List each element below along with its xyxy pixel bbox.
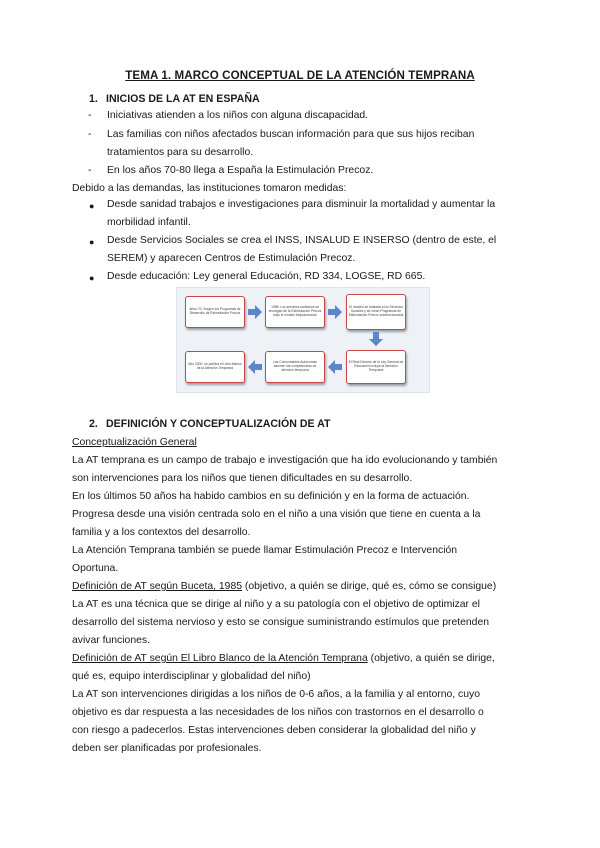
diagram-box: Años 70: Surgen los Programas de Desarrollo de Estimulación Precoz <box>185 296 245 328</box>
bullet-icon: ● <box>89 273 95 283</box>
paragraph-line: Progresa desde una visión centrada solo en el niño a una visión que tiene en cuenta a la <box>72 509 481 520</box>
dash-item: Iniciativas atienden a los niños con alguna discapacidad. <box>107 110 369 121</box>
definition-1-line: La AT es una técnica que se dirige al niño y a su patología con el objetivo de optimizar el <box>72 599 480 610</box>
intro-paragraph: Debido a las demandas, las instituciones tomaron medidas: <box>72 183 347 194</box>
bullet-item-continuation: morbilidad infantil. <box>107 217 191 228</box>
dash-marker: - <box>88 129 92 140</box>
arrow-right-icon <box>328 305 342 319</box>
paragraph-line: familia y a los contextos del desarrollo. <box>72 527 251 538</box>
dash-item-continuation: tratamientos para su desarrollo. <box>107 147 254 158</box>
paragraph-line: son intervenciones para los niños que tienen dificultades en su desarrollo. <box>72 473 413 484</box>
diagram-box: Las Comunidades Autónomas asumen las competencias de atención temprana <box>265 351 325 383</box>
diagram-box: Año 2000: se publica el Libro Blanco de la Atención Temprana <box>185 351 245 383</box>
definition-2-criteria-continuation: qué es, equipo interdisciplinar y globalidad del niño) <box>72 671 311 682</box>
definition-2-heading <box>72 652 495 665</box>
paragraph-line: La AT temprana es un campo de trabajo e investigación que ha ido evolucionando y también <box>72 455 498 466</box>
definition-2-line: La AT son intervenciones dirigidas a los niños de 0-6 años, a la familia y al entorno, cuyo <box>72 689 480 700</box>
paragraph-line: En los últimos 50 años ha habido cambios en su definición y en la forma de actuación. <box>72 491 470 502</box>
dash-marker: - <box>88 110 92 121</box>
paragraph-line: La Atención Temprana también se puede llamar Estimulación Precoz e Intervención <box>72 545 458 556</box>
definition-2-line: deben ser planificadas por profesionales. <box>72 743 262 754</box>
bullet-icon: ● <box>89 237 95 247</box>
diagram-box: El Real Decreto de la Ley General de Educación incluye la Atención Temprana <box>346 350 406 384</box>
section-2-title: DEFINICIÓN Y CONCEPTUALIZACIÓN DE AT <box>106 418 331 430</box>
definition-2-line: con riesgo a padecerlos. Estas intervenciones deben considerar la globalidad del niño y <box>72 725 476 736</box>
bullet-item: Desde sanidad trabajos e investigaciones para disminuir la mortalidad y aumentar la <box>107 199 496 210</box>
diagram-box: 1985: Los servicios sanitarios se encargan de la Estimulación Precoz bajo el modelo biopsicosocial <box>265 296 325 328</box>
section-1-number: 1. <box>89 93 98 105</box>
arrow-down-icon <box>369 332 383 346</box>
bullet-item: Desde Servicios Sociales se crea el INSS, INSALUD E INSERSO (dentro de este, el <box>107 235 497 246</box>
bullet-item-continuation: SEREM) y aparecen Centros de Estimulación Precoz. <box>107 253 356 264</box>
timeline-diagram <box>176 287 430 393</box>
arrow-right-icon <box>248 305 262 319</box>
dash-item: Las familias con niños afectados buscan información para que sus hijos reciban <box>107 129 475 140</box>
dash-marker: - <box>88 165 92 176</box>
definition-1-source: Definición de AT según Buceta, 1985 <box>72 581 243 592</box>
definition-2-source: Definición de AT según El Libro Blanco de la Atención Temprana <box>72 653 368 664</box>
bullet-icon: ● <box>89 201 95 211</box>
section-1-title: INICIOS DE LA AT EN ESPAÑA <box>106 93 260 105</box>
paragraph-line: Oportuna. <box>72 563 119 574</box>
definition-1-line: desarrollo del sistema nervioso y esto se consigue suministrando estímulos que pretenden <box>72 617 490 628</box>
definition-1-heading <box>72 580 496 593</box>
section-2-heading <box>89 418 330 430</box>
arrow-left-icon <box>328 360 342 374</box>
definition-1-criteria: (objetivo, a quién se dirige, qué es, cómo se consigue) <box>242 581 497 592</box>
bullet-item: Desde educación: Ley general Educación, RD 334, LOGSE, RD 665. <box>107 271 426 282</box>
definition-2-criteria: (objetivo, a quién se dirige, <box>367 653 495 664</box>
definition-2-line: objetivo es dar respuesta a las necesidades de los niños con trastornos en el desarrollo o <box>72 707 484 718</box>
diagram-box: El modelo se traslada a los Servicios Sociales y se crean Programas de Estimulación Precoz subvencionados <box>346 294 406 330</box>
subheading-conceptualizacion: Conceptualización General <box>72 437 197 448</box>
dash-item: En los años 70-80 llega a España la Estimulación Precoz. <box>107 165 374 176</box>
section-1-heading <box>89 93 260 105</box>
definition-1-line: avivar funciones. <box>72 635 150 646</box>
arrow-left-icon <box>248 360 262 374</box>
page-title: TEMA 1. MARCO CONCEPTUAL DE LA ATENCIÓN TEMPRANA <box>125 69 475 82</box>
section-2-number: 2. <box>89 418 98 430</box>
